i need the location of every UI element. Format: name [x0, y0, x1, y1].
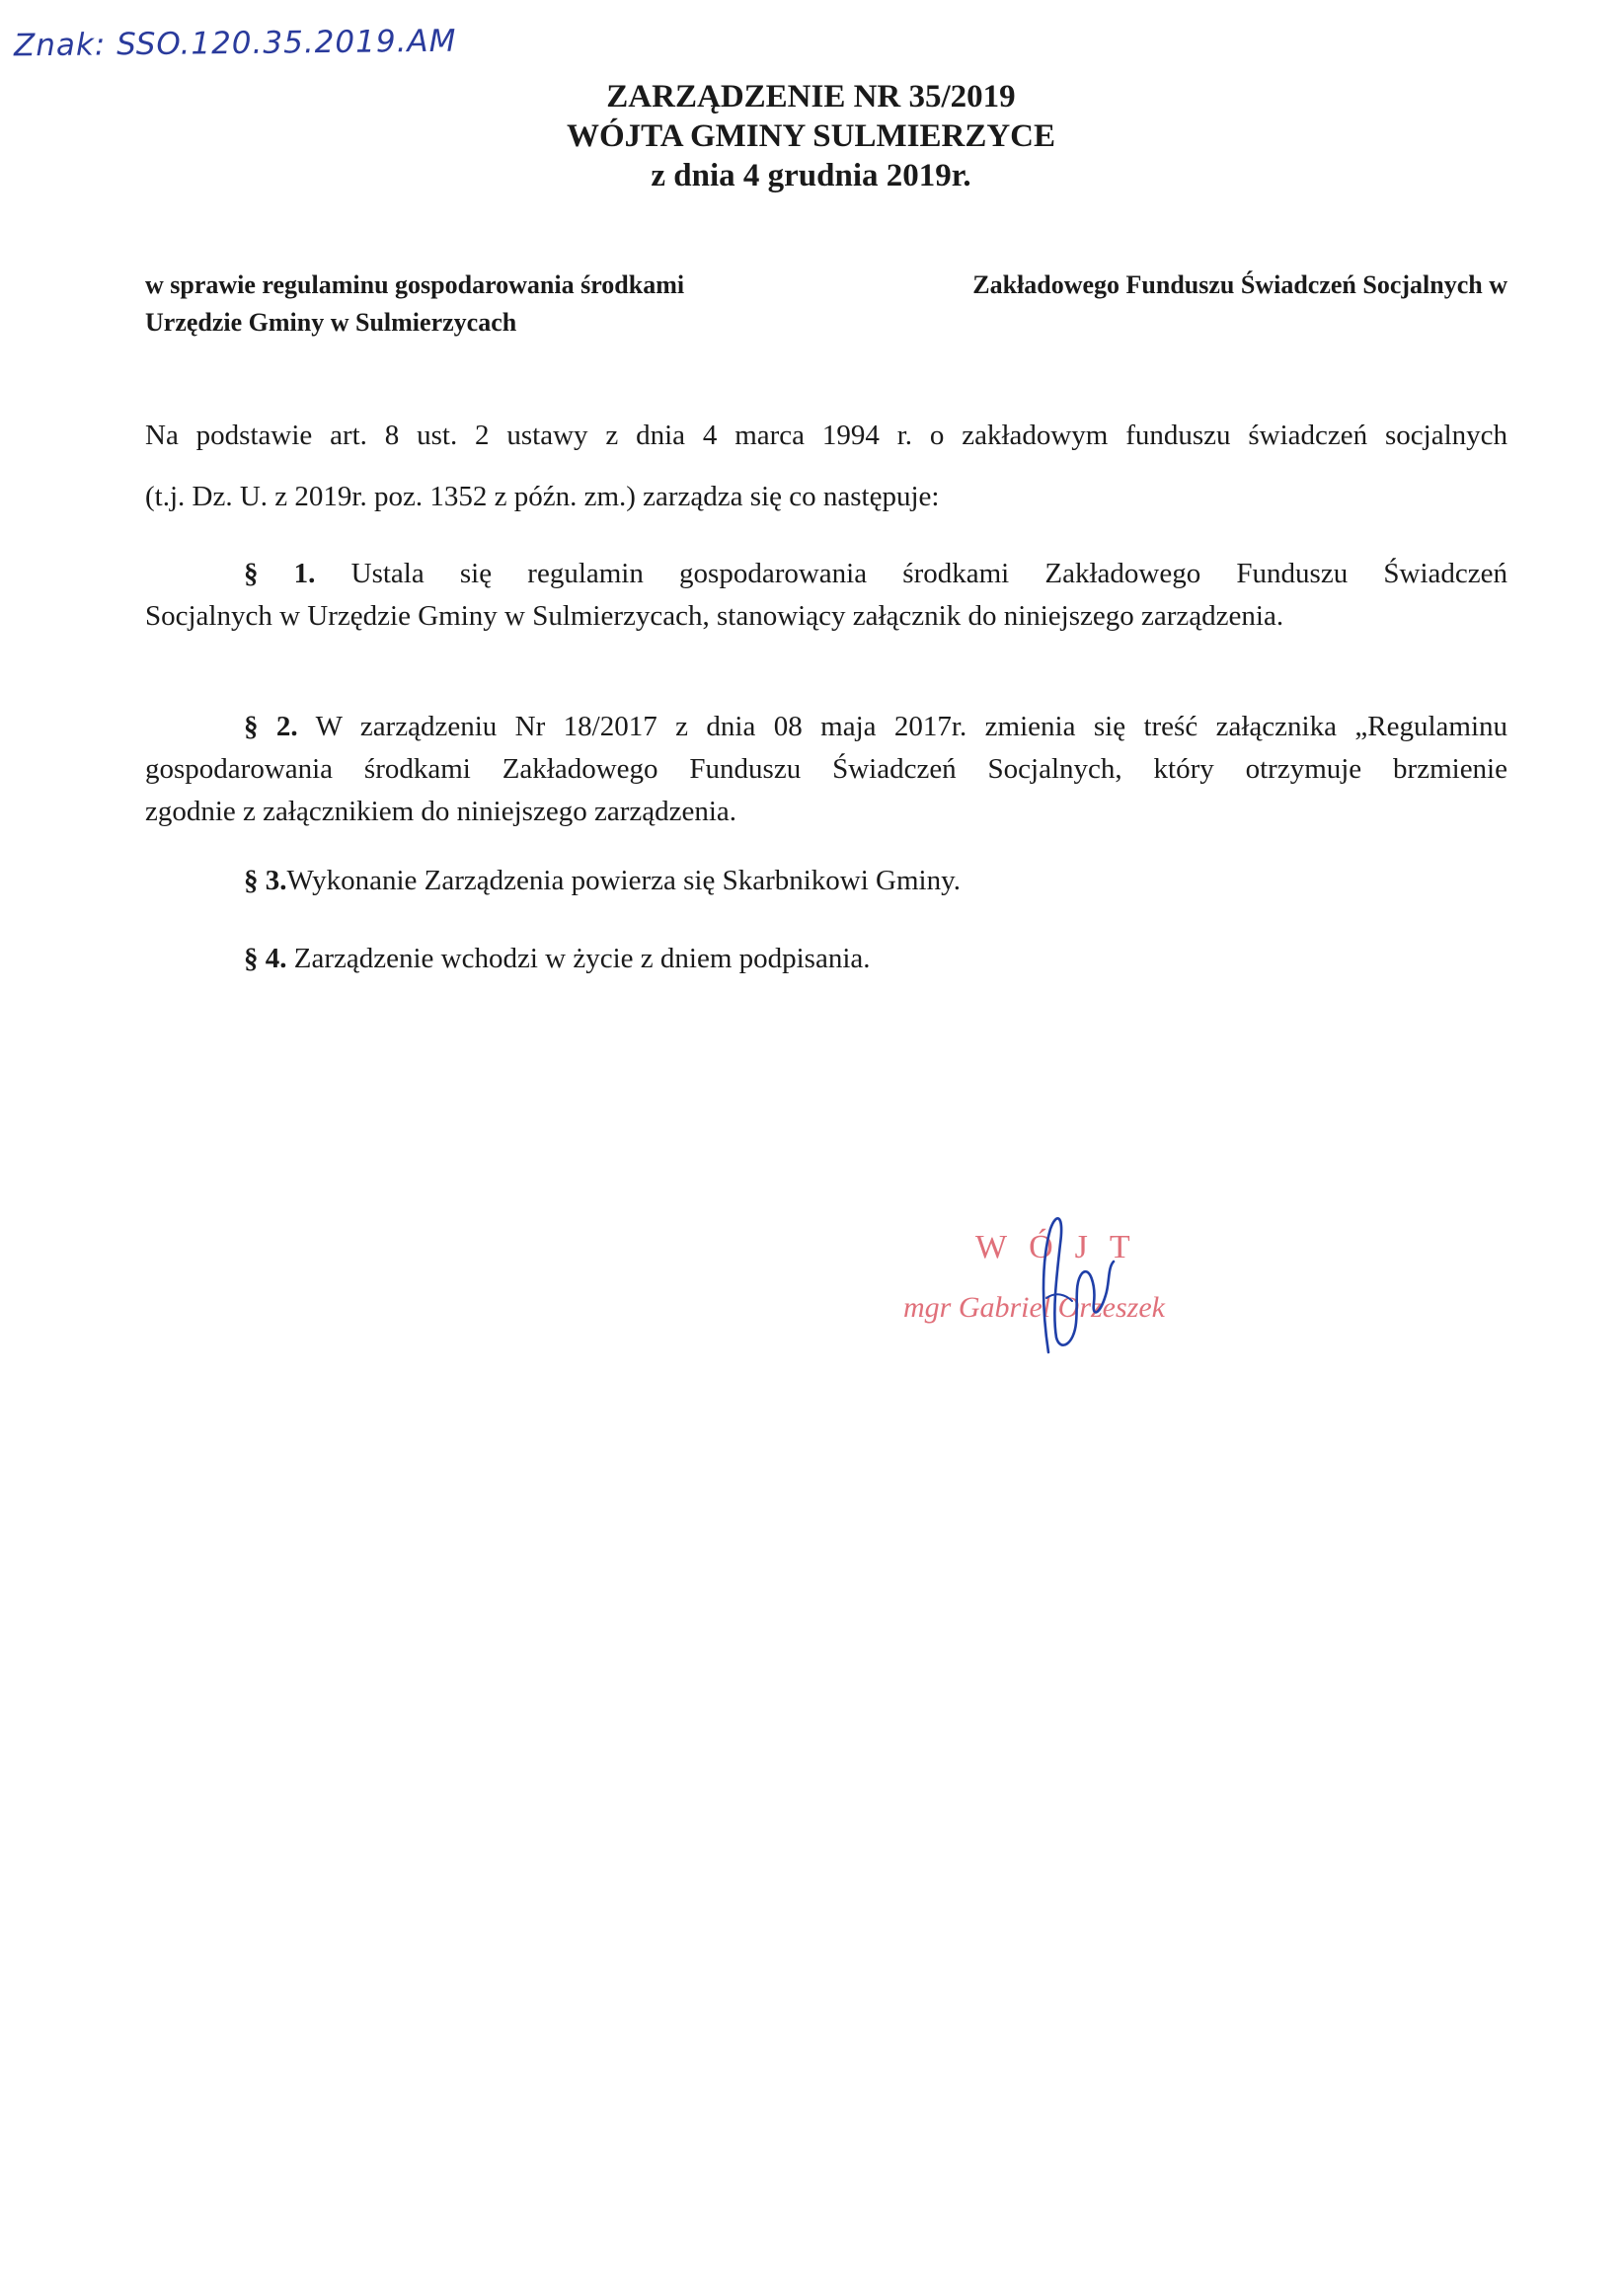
basis-line-1: Na podstawie art. 8 ust. 2 ustawy z dnia 4 marca 1994 r. o zakładowym funduszu świadczeń socjalnych — [145, 420, 1507, 451]
section-1-line-1: Ustala się regulamin gospodarowania środkami Zakładowego Funduszu Świadczeń — [350, 558, 1508, 589]
section-3 — [244, 860, 1606, 902]
stamp-title: WÓJT — [975, 1229, 1152, 1265]
section-3-symbol: § 3. — [244, 865, 287, 896]
document-title — [0, 77, 1622, 195]
subject — [145, 267, 1507, 342]
section-2-line-1: W zarządzeniu Nr 18/2017 z dnia 08 maja 2017r. zmienia się treść załącznika „Regulaminu — [315, 711, 1508, 742]
section-3-text: Wykonanie Zarządzenia powierza się Skarbnikowi Gminy. — [286, 865, 961, 896]
title-line-2: WÓJTA GMINY SULMIERZYCE — [566, 118, 1056, 154]
section-1-line-2: Socjalnych w Urzędzie Gminy w Sulmierzycach, stanowiący załącznik do niniejszego zarządzenia. — [145, 600, 1284, 632]
section-4-symbol: § 4. — [244, 943, 287, 974]
title-date: z dnia 4 grudnia 2019r. — [651, 158, 971, 193]
section-4-text: Zarządzenie wchodzi w życie z dniem podpisania. — [293, 943, 871, 974]
subject-line-1-left: w sprawie regulaminu gospodarowania środkami — [145, 270, 685, 299]
basis-line-2: (t.j. Dz. U. z 2019r. poz. 1352 z późn. zm.) zarządza się co następuje: — [145, 481, 940, 512]
legal-basis — [145, 405, 1507, 527]
section-2-symbol: § 2. — [244, 711, 298, 742]
section-1-symbol: § 1. — [244, 558, 316, 589]
section-2-line-3: zgodnie z załącznikiem do niniejszego zarządzenia. — [145, 796, 737, 827]
subject-line-2: Urzędzie Gminy w Sulmierzycach — [145, 308, 517, 337]
section-2 — [145, 706, 1507, 833]
section-1 — [145, 553, 1507, 638]
stamp-name: mgr Gabriel Orzeszek — [903, 1291, 1165, 1324]
handwritten-signature — [1017, 1204, 1155, 1362]
title-line-1: ZARZĄDZENIE NR 35/2019 — [606, 79, 1016, 115]
section-2-line-2: gospodarowania środkami Zakładowego Funduszu Świadczeń Socjalnych, który otrzymuje brzmienie — [145, 753, 1507, 785]
reference-number: Znak: SSO.120.35.2019.AM — [13, 23, 457, 64]
section-4 — [244, 938, 1606, 980]
subject-line-1-right: Zakładowego Funduszu Świadczeń Socjalnych w — [972, 270, 1507, 299]
official-stamp — [888, 1204, 1244, 1362]
